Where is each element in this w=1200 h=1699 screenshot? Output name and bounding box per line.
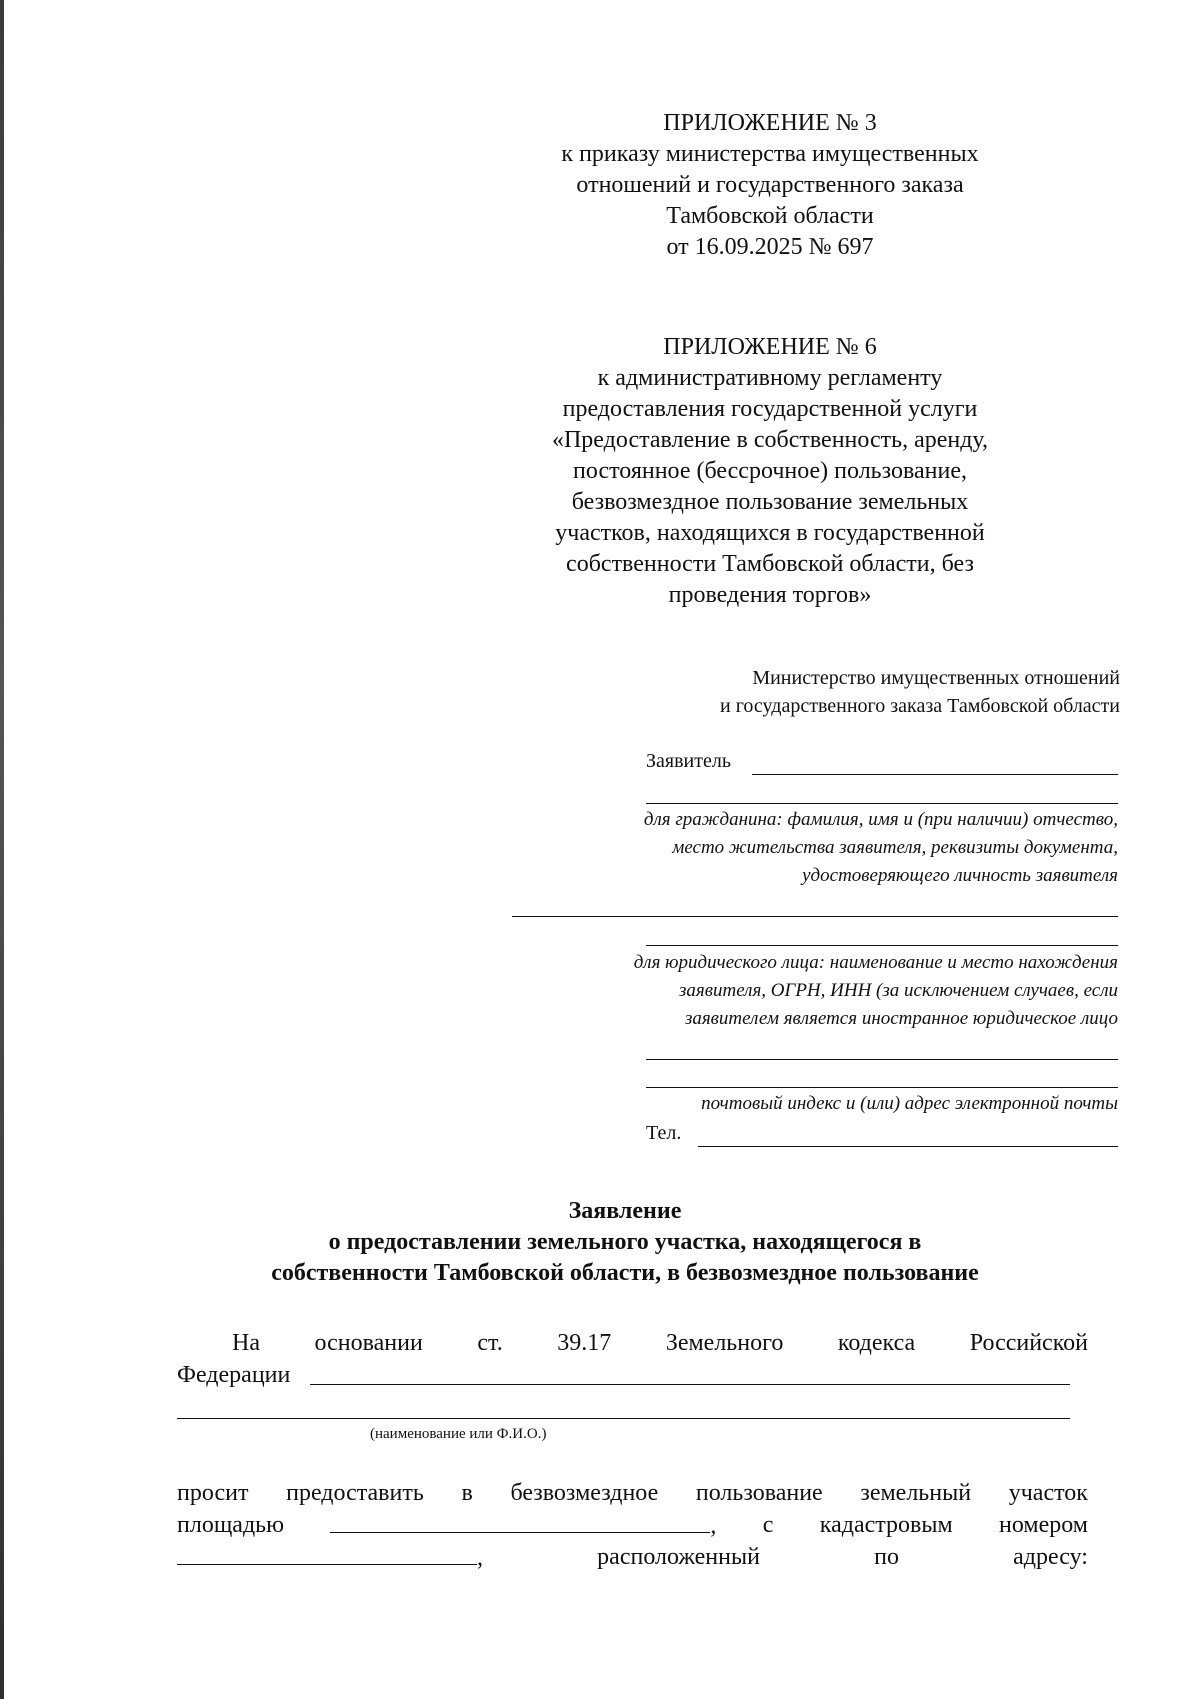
- applicant-input-line[interactable]: [752, 774, 1118, 775]
- body-word: площадью: [177, 1512, 285, 1538]
- body-word: по: [874, 1544, 899, 1570]
- body-word: На: [232, 1330, 260, 1356]
- legal-entity-input-line[interactable]: [512, 916, 1118, 917]
- body-word: ,: [710, 1513, 717, 1539]
- applicant-label: Заявитель: [646, 750, 731, 772]
- contact-input-line-2[interactable]: [646, 1087, 1118, 1088]
- name-hint: (наименование или Ф.И.О.): [370, 1426, 547, 1442]
- body-word: 39.17: [557, 1330, 612, 1356]
- appendix-3-line: отношений и государственного заказа: [576, 172, 964, 198]
- appendix-6-line: проведения торгов»: [668, 582, 872, 608]
- cadastral-input-line[interactable]: [177, 1542, 477, 1565]
- contact-note: [440, 1090, 1118, 1118]
- legal-entity-input-line-2[interactable]: [646, 945, 1118, 946]
- body-word: основании: [314, 1330, 423, 1356]
- body-word: Федерации: [177, 1362, 291, 1388]
- body-word: безвозмездное: [510, 1480, 659, 1506]
- appendix-6-line: предоставления государственной услуги: [562, 396, 978, 422]
- contact-input-line[interactable]: [646, 1059, 1118, 1060]
- appendix-6-header: [520, 332, 1020, 611]
- title-subline: собственности Тамбовской области, в безвозмездное пользование: [271, 1260, 979, 1286]
- appendix-6-line: к административному регламенту: [597, 365, 943, 391]
- phone-row: [646, 1120, 681, 1146]
- addressee-line: и государственного заказа Тамбовской области: [720, 695, 1120, 717]
- body-line-4: [177, 1510, 1088, 1541]
- body-word: пользование: [695, 1480, 823, 1506]
- appendix-6-line: безвозмездное пользование земельных: [571, 489, 969, 515]
- body-line-1: [232, 1328, 1088, 1358]
- body-word: земельный: [860, 1480, 972, 1506]
- appendix-6-line: участков, находящихся в государственной: [555, 520, 985, 546]
- body-word: адресу:: [1013, 1544, 1088, 1570]
- body-word: с: [762, 1512, 774, 1538]
- contact-note-line: почтовый индекс и (или) адрес электронной почты: [701, 1093, 1118, 1114]
- body-word: расположенный: [597, 1544, 760, 1570]
- body-word: кодекса: [837, 1330, 916, 1356]
- appendix-3-title: ПРИЛОЖЕНИЕ № 3: [663, 110, 877, 136]
- body-word: Российской: [969, 1330, 1088, 1356]
- applicant-name-input-line[interactable]: [310, 1384, 1070, 1385]
- citizen-note-line: удостоверяющего личность заявителя: [802, 865, 1118, 886]
- applicant-input-line-2[interactable]: [646, 803, 1118, 804]
- applicant-row: [646, 748, 731, 774]
- body-word: участок: [1008, 1480, 1088, 1506]
- appendix-3-date: от 16.09.2025 № 697: [666, 234, 874, 260]
- body-word: ,: [477, 1545, 483, 1571]
- body-word: номером: [999, 1512, 1088, 1538]
- phone-label: Тел.: [646, 1122, 682, 1144]
- legal-entity-note-line: для юридического лица: наименование и место нахождения: [633, 952, 1118, 973]
- body-word: Земельного: [665, 1330, 784, 1356]
- body-word: просит: [177, 1480, 249, 1506]
- application-title: [150, 1196, 1100, 1289]
- legal-entity-note: [440, 949, 1118, 1033]
- title-heading: Заявление: [568, 1198, 682, 1224]
- area-field: [330, 1510, 716, 1541]
- area-input-line[interactable]: [330, 1510, 710, 1533]
- body-word: предоставить: [286, 1480, 424, 1506]
- appendix-3-line: к приказу министерства имущественных: [561, 141, 979, 167]
- citizen-note: [440, 806, 1118, 890]
- legal-entity-note-line: заявителем является иностранное юридическое лицо: [684, 1008, 1118, 1029]
- scan-left-edge: [0, 0, 4, 1699]
- body-line-5: [177, 1542, 1088, 1573]
- appendix-6-title: ПРИЛОЖЕНИЕ № 6: [663, 334, 877, 360]
- body-word: ст.: [477, 1330, 503, 1356]
- addressee-block: [560, 664, 1120, 720]
- appendix-6-line: собственности Тамбовской области, без: [566, 551, 974, 577]
- appendix-6-line: постоянное (бессрочное) пользование,: [573, 458, 967, 484]
- addressee-line: Министерство имущественных отношений: [752, 667, 1120, 689]
- body-word: кадастровым: [819, 1512, 953, 1538]
- citizen-note-line: место жительства заявителя, реквизиты документа,: [672, 837, 1118, 858]
- phone-input-line[interactable]: [698, 1146, 1118, 1147]
- citizen-note-line: для гражданина: фамилия, имя и (при наличии) отчество,: [643, 809, 1118, 830]
- cadastral-field: [177, 1542, 483, 1573]
- title-subline: о предоставлении земельного участка, находящегося в: [328, 1229, 922, 1255]
- body-line-3: [177, 1478, 1088, 1508]
- appendix-3-line: Тамбовской области: [666, 203, 874, 229]
- applicant-name-input-line-2[interactable]: [177, 1418, 1070, 1419]
- body-line-2: [177, 1360, 537, 1390]
- appendix-3-header: [540, 108, 1000, 263]
- legal-entity-note-line: заявителя, ОГРН, ИНН (за исключением случаев, если: [679, 980, 1118, 1001]
- body-word: в: [461, 1480, 473, 1506]
- appendix-6-line: «Предоставление в собственность, аренду,: [551, 427, 989, 453]
